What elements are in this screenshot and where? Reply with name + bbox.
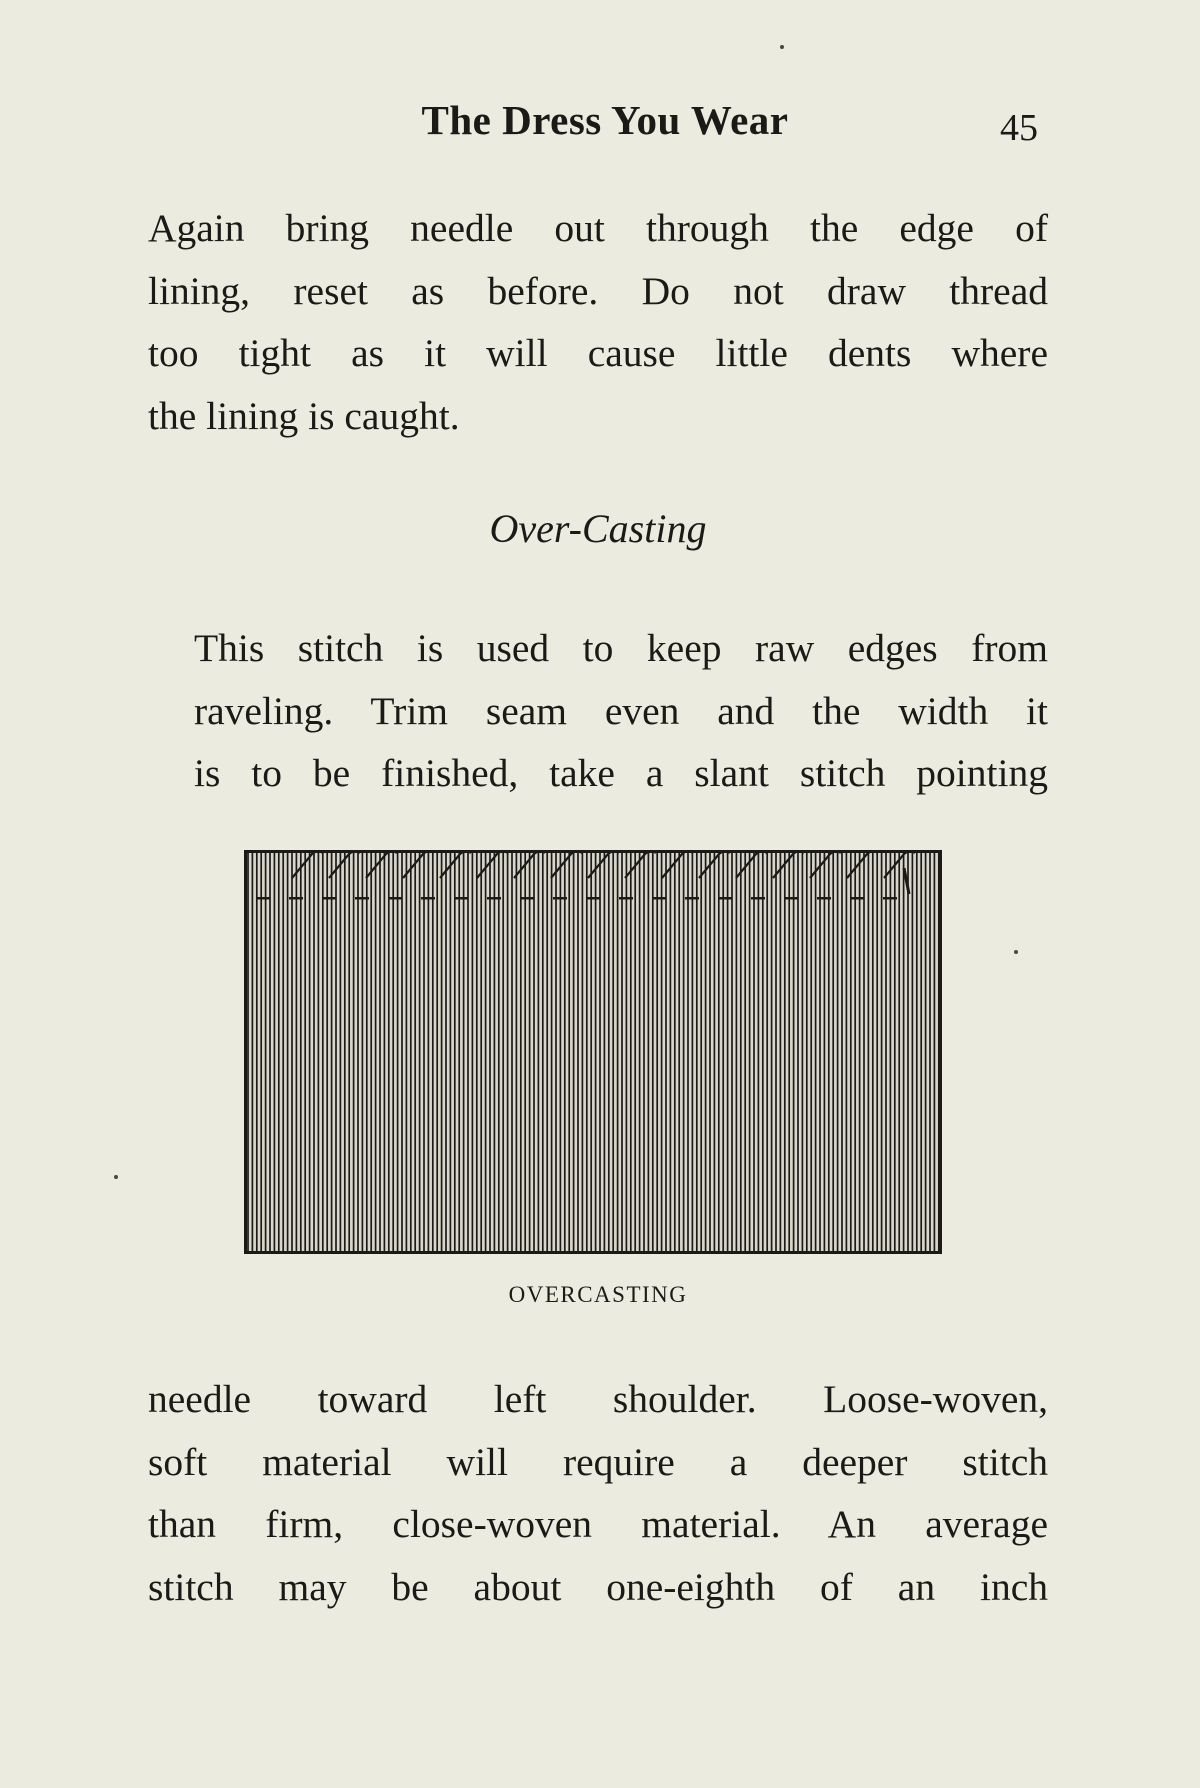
fabric-stitch-drawing [244, 850, 942, 1254]
seam-dash [718, 897, 732, 900]
seam-dash [817, 897, 831, 900]
seam-dash [256, 897, 270, 900]
seam-dash [652, 897, 666, 900]
paragraph-line: lining, reset as before. Do not draw thread [148, 268, 1048, 313]
paragraph-3 [148, 1368, 1048, 1618]
paragraph-line: than firm, close-woven material. An average [148, 1502, 1048, 1546]
seam-dash [520, 897, 534, 900]
figure-caption: OVERCASTING [508, 1282, 688, 1307]
page-number: 45 [1000, 107, 1038, 149]
seam-dash [388, 897, 402, 900]
seam-dash [586, 897, 600, 900]
paragraph-line: the lining is caught. [148, 393, 460, 438]
paragraph-line: needle toward left shoulder. Loose-woven, [148, 1377, 1048, 1421]
seam-dash [619, 897, 633, 900]
paper-speck [114, 1175, 118, 1179]
paragraph-line: raveling. Trim seam even and the width it [194, 688, 1048, 733]
seam-dash [751, 897, 765, 900]
running-header-title: The Dress You Wear [421, 97, 789, 143]
seam-dash [685, 897, 699, 900]
seam-dash [355, 897, 369, 900]
paper-speck [1014, 950, 1018, 954]
paragraph-line: too tight as it will cause little dents where [148, 331, 1048, 375]
paragraph-line: Again bring needle out through the edge of [148, 206, 1048, 250]
paragraph-line: soft material will require a deeper stitch [148, 1439, 1048, 1484]
seam-dash [454, 897, 468, 900]
seam-dash [322, 897, 336, 900]
seam-dash [289, 897, 303, 900]
paragraph-1 [148, 197, 1048, 447]
paper-speck [780, 45, 784, 49]
paragraph-2 [148, 617, 1048, 805]
section-heading: Over-Casting [489, 506, 707, 551]
seam-dash [487, 897, 501, 900]
seam-dash [421, 897, 435, 900]
seam-dash [850, 897, 864, 900]
paragraph-line: This stitch is used to keep raw edges from [194, 626, 1048, 670]
seam-dash [784, 897, 798, 900]
paragraph-line: is to be finished, take a slant stitch pointing [194, 751, 1048, 795]
seam-dash [553, 897, 567, 900]
seam-dash [883, 897, 897, 900]
paragraph-line: stitch may be about one-eighth of an inch [148, 1564, 1048, 1609]
overcasting-illustration [244, 850, 942, 1254]
